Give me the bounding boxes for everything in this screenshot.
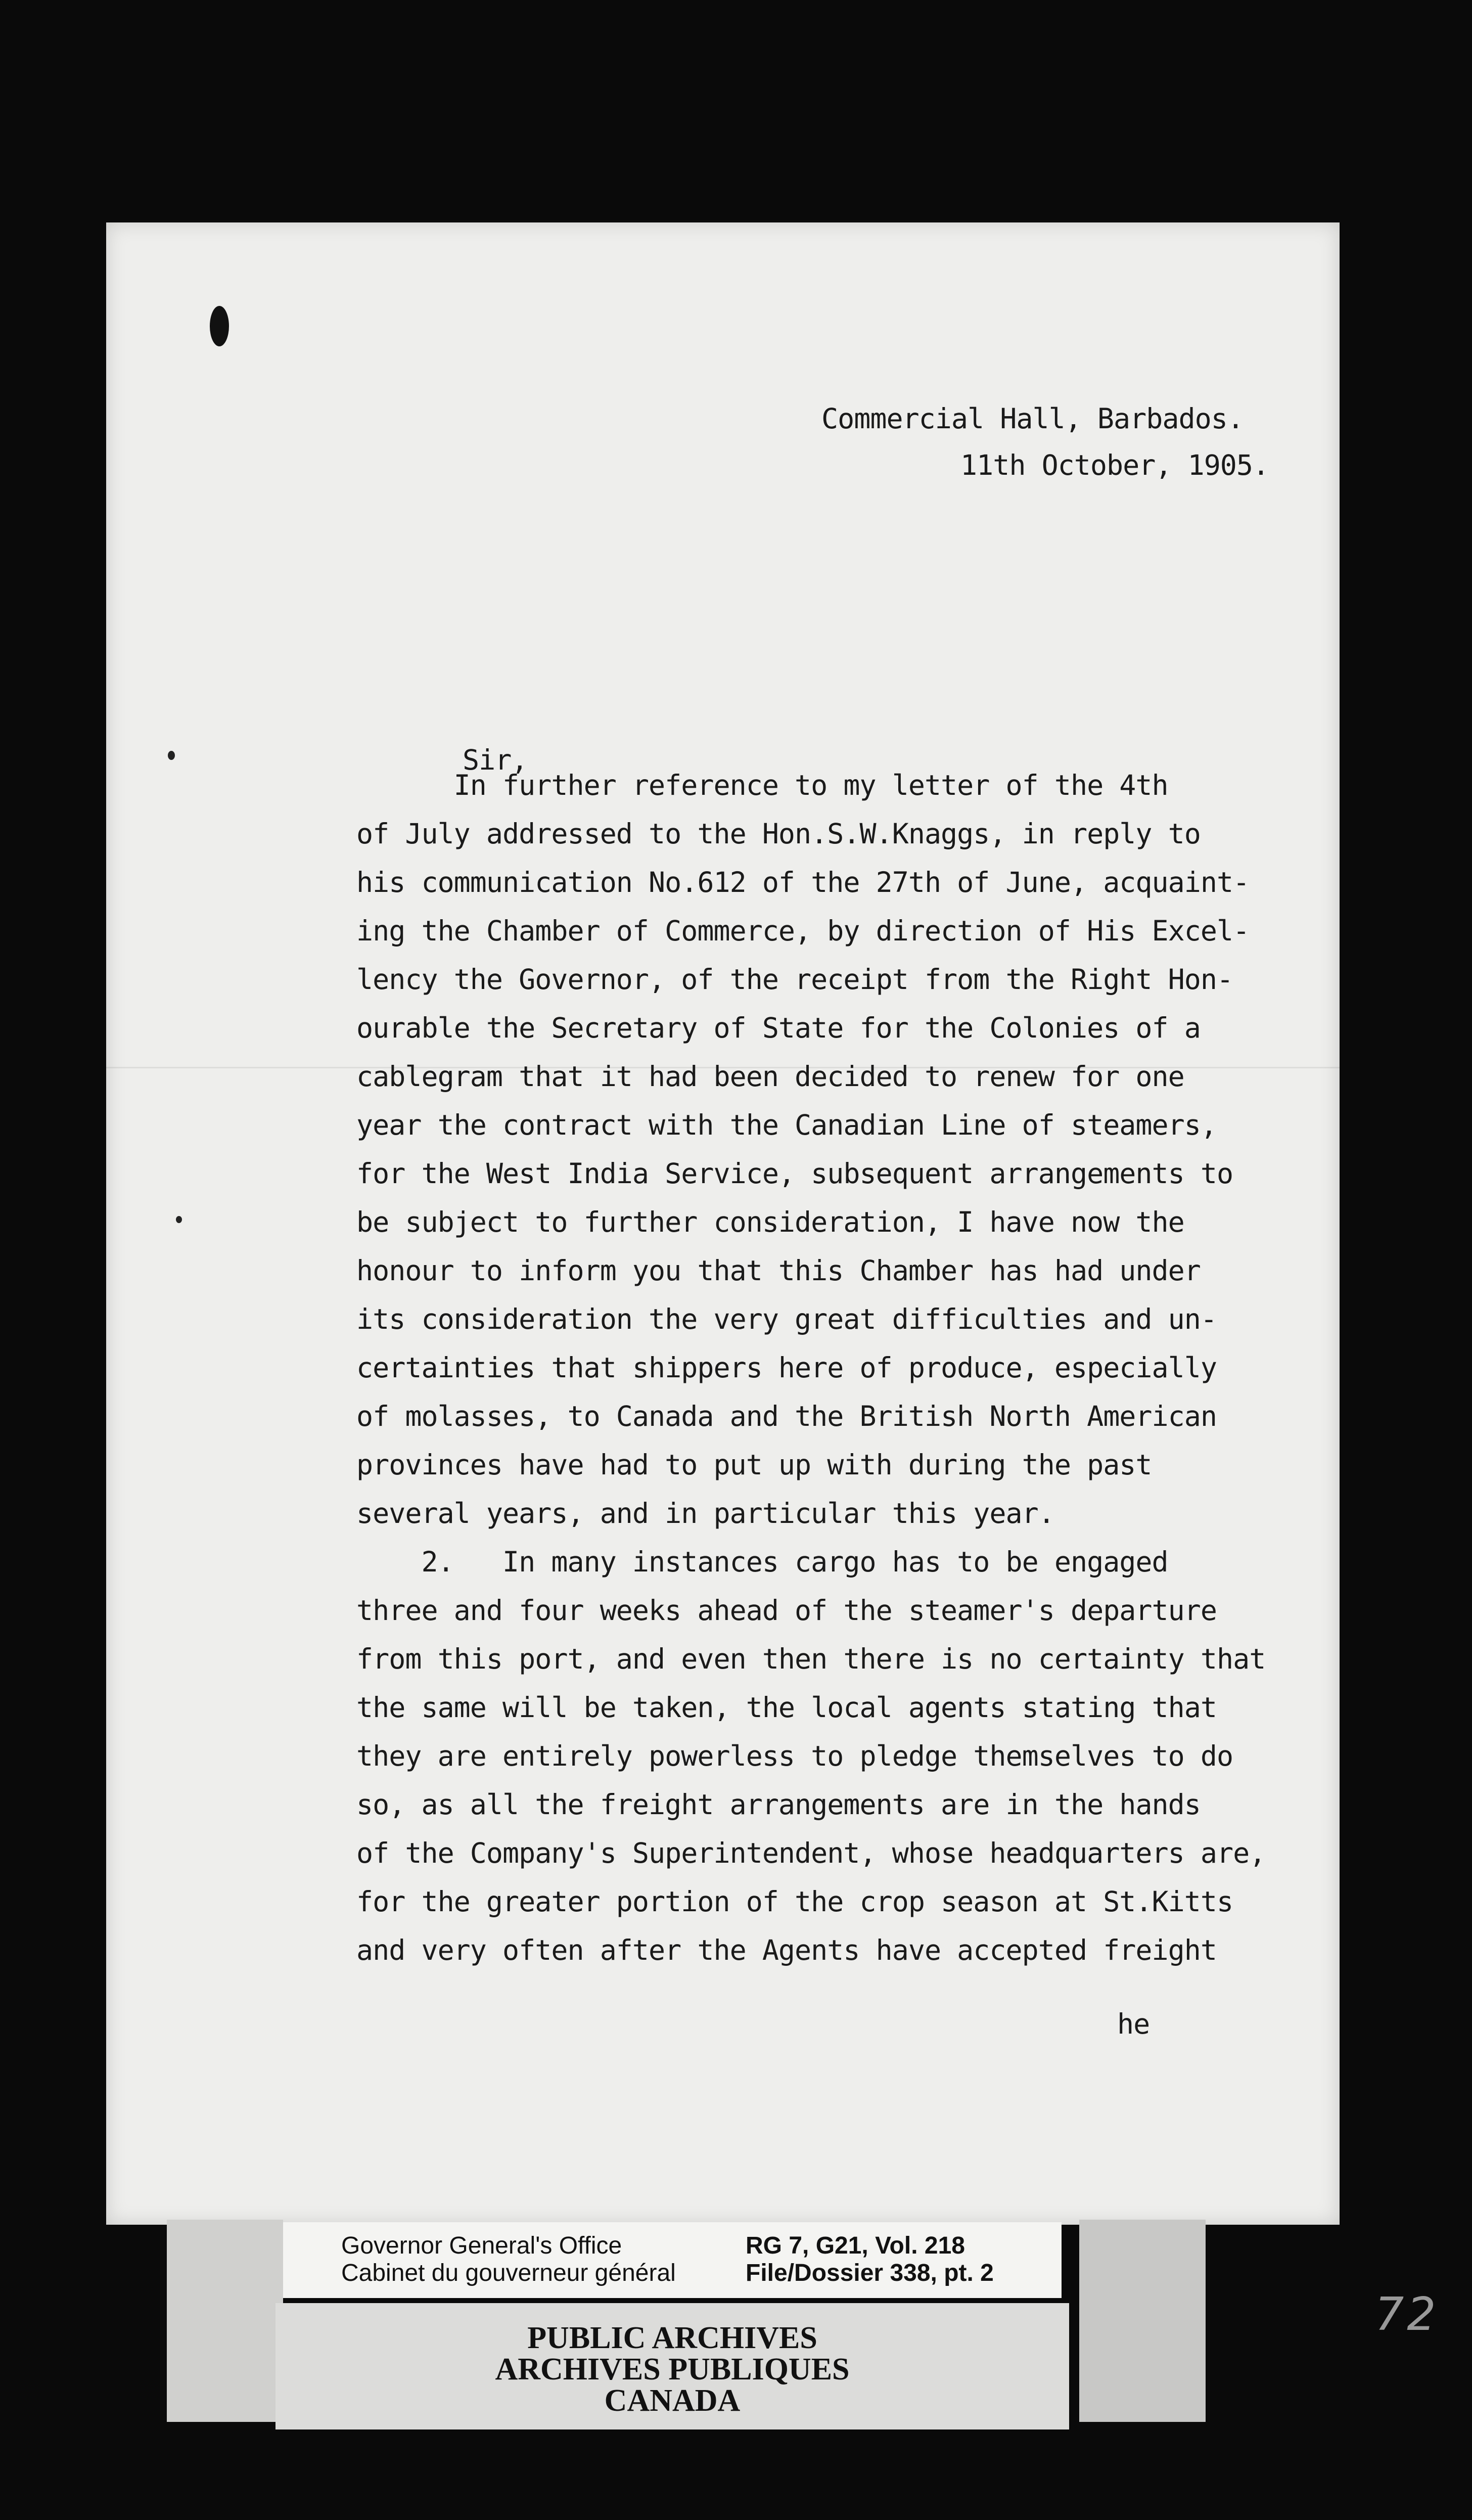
body-line: three and four weeks ahead of the steamer's departure	[356, 1594, 1217, 1627]
archive-tab-right	[1079, 2220, 1206, 2422]
body-line: honour to inform you that this Chamber has had under	[356, 1254, 1201, 1287]
archive-reference	[746, 2232, 994, 2287]
salutation: Sir,	[463, 744, 528, 776]
body-line: ourable the Secretary of State for the Colonies of a	[356, 1012, 1201, 1044]
body-line: 2. In many instances cargo has to be engaged	[356, 1546, 1168, 1578]
body-line: and very often after the Agents have accepted freight	[356, 1934, 1217, 1966]
sender-address: Commercial Hall, Barbados.	[821, 402, 1244, 435]
record-group-ref: RG 7, G21, Vol. 218	[746, 2232, 965, 2259]
archive-tab-left	[167, 2220, 283, 2422]
body-line: for the greater portion of the crop season at St.Kitts	[356, 1885, 1233, 1918]
archive-reference-label	[283, 2222, 1062, 2298]
body-line: his communication No.612 of the 27th of June, acquaint-	[356, 866, 1250, 898]
body-line: year the contract with the Canadian Line of steamers,	[356, 1109, 1217, 1141]
letter-date: 11th October, 1905.	[960, 449, 1269, 481]
stamp-line-country: CANADA	[604, 2383, 741, 2418]
office-name-fr: Cabinet du gouverneur général	[341, 2260, 676, 2286]
body-line: In further reference to my letter of the 4th	[356, 769, 1168, 801]
body-line: be subject to further consideration, I have now the	[356, 1206, 1184, 1238]
office-name-en: Governor General's Office	[341, 2232, 622, 2259]
body-line: its consideration the very great difficulties and un-	[356, 1303, 1217, 1335]
file-ref: File/Dossier 338, pt. 2	[746, 2260, 994, 2286]
body-line: certainties that shippers here of produce, especially	[356, 1352, 1217, 1384]
body-line: cablegram that it had been decided to renew for one	[356, 1060, 1184, 1093]
body-line: several years, and in particular this year.	[356, 1497, 1054, 1529]
public-archives-stamp	[275, 2303, 1069, 2429]
letter-body	[356, 761, 1266, 1974]
body-line: they are entirely powerless to pledge themselves to do	[356, 1740, 1233, 1772]
body-line: provinces have had to put up with during the past	[356, 1449, 1152, 1481]
body-line: of the Company's Superintendent, whose headquarters are,	[356, 1837, 1266, 1869]
office-name	[341, 2232, 676, 2287]
catchword: he	[1117, 2008, 1150, 2040]
body-line: lency the Governor, of the receipt from the Right Hon-	[356, 963, 1233, 996]
body-line: so, as all the freight arrangements are in the hands	[356, 1788, 1201, 1821]
body-line: ing the Chamber of Commerce, by direction of His Excel-	[356, 915, 1250, 947]
stamp-line-en: PUBLIC ARCHIVES	[527, 2321, 817, 2355]
folio-number: 72	[1375, 2288, 1439, 2341]
stamp-line-fr: ARCHIVES PUBLIQUES	[495, 2352, 850, 2387]
body-line: of July addressed to the Hon.S.W.Knaggs, in reply to	[356, 818, 1201, 850]
body-line: from this port, and even then there is no certainty that	[356, 1643, 1266, 1675]
ink-speck	[176, 1216, 182, 1223]
body-line: for the West India Service, subsequent arrangements to	[356, 1157, 1233, 1190]
ink-speck	[168, 751, 175, 760]
punch-hole	[210, 306, 229, 346]
body-line: the same will be taken, the local agents stating that	[356, 1691, 1217, 1724]
body-line: of molasses, to Canada and the British North American	[356, 1400, 1217, 1432]
